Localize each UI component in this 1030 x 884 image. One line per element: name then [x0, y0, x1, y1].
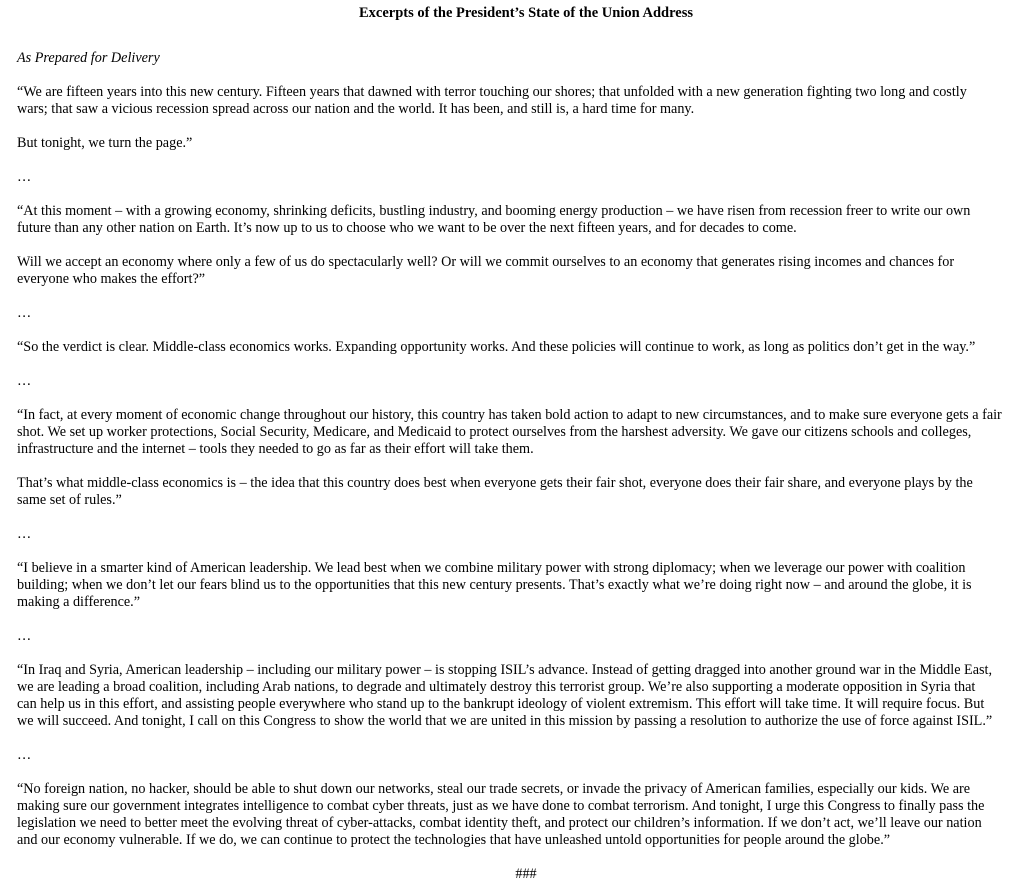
paragraph: [17, 339, 1020, 356]
paragraph-line: future than any other nation on Earth. It’s now up to us to choose who we want to be over the next fifteen years, and for decades to come.: [17, 220, 797, 236]
paragraph-line: “I believe in a smarter kind of American leadership. We lead best when we combine military power with strong diplomacy; when we leverage our power with coalition: [17, 560, 966, 576]
document-subtitle: As Prepared for Delivery: [17, 50, 160, 66]
ellipsis-separator: …: [17, 628, 32, 644]
paragraph: [17, 662, 1020, 730]
paragraph: [17, 781, 1020, 849]
paragraph-line: But tonight, we turn the page.”: [17, 135, 193, 151]
paragraph-line: “No foreign nation, no hacker, should be able to shut down our networks, steal our trade secrets, or invade the privacy of American families, especially our kids. We are: [17, 781, 971, 797]
paragraph-line: and our economy vulnerable. If we do, we can continue to protect the technologies that have unleashed untold opportunities for people around the globe.”: [17, 832, 891, 848]
paragraph-line: “In Iraq and Syria, American leadership – including our military power – is stopping ISIL’s advance. Instead of getting dragged into another ground war in the Middle East,: [17, 662, 993, 678]
paragraph-line: “So the verdict is clear. Middle-class economics works. Expanding opportunity works. And these policies will continue to work, as long as politics don’t get in the way.”: [17, 339, 976, 355]
paragraph: [17, 475, 1020, 509]
document-body: [17, 84, 1020, 849]
end-mark: ###: [515, 866, 537, 882]
paragraph-line: can help us in this effort, and assisting people everywhere who stand up to the bankrupt ideology of violent extremism. This effort will take time. It will require focus. But: [17, 696, 985, 712]
paragraph-line: same set of rules.”: [17, 492, 122, 508]
paragraph: [17, 203, 1020, 237]
paragraph-line: “At this moment – with a growing economy, shrinking deficits, bustling industry, and booming energy production – we have risen from recession freer to write our own: [17, 203, 971, 219]
ellipsis-separator: …: [17, 526, 32, 542]
paragraph-line: making sure our government integrates intelligence to combat cyber threats, just as we have done to combat terrorism. And tonight, I urge this Congress to finally pass the: [17, 798, 985, 814]
ellipsis-separator: …: [17, 305, 32, 321]
paragraph-line: legislation we need to better meet the evolving threat of cyber-attacks, combat identity theft, and protect our children’s information. If we don’t act, we’ll leave our nation: [17, 815, 982, 831]
paragraph-line: we are leading a broad coalition, including Arab nations, to degrade and ultimately destroy this terrorist group. We’re also supporting a moderate opposition in Syria that: [17, 679, 976, 695]
paragraph: [17, 407, 1020, 458]
paragraph: [17, 560, 1020, 611]
paragraph: [17, 84, 1020, 118]
paragraph-line: we will succeed. And tonight, I call on this Congress to show the world that we are united in this mission by passing a resolution to authorize the use of force against ISIL.”: [17, 713, 993, 729]
ellipsis-separator: …: [17, 373, 32, 389]
ellipsis-separator: …: [17, 747, 32, 763]
paragraph-line: “In fact, at every moment of economic change throughout our history, this country has taken bold action to adapt to new circumstances, and to make sure everyone gets a fair: [17, 407, 1002, 423]
paragraph-line: That’s what middle-class economics is – the idea that this country does best when everyone gets their fair shot, everyone does their fair share, and everyone plays by the: [17, 475, 973, 491]
paragraph-line: everyone who makes the effort?”: [17, 271, 206, 287]
paragraph-line: Will we accept an economy where only a few of us do spectacularly well? Or will we commit ourselves to an economy that generates rising incomes and chances for: [17, 254, 955, 270]
paragraph-line: “We are fifteen years into this new century. Fifteen years that dawned with terror touching our shores; that unfolded with a new generation fighting two long and costly: [17, 84, 967, 100]
paragraph-line: infrastructure and the internet – tools they needed to go as far as their effort will take them.: [17, 441, 534, 457]
paragraph: [17, 135, 1020, 152]
paragraph-line: making a difference.”: [17, 594, 141, 610]
document-title: Excerpts of the President’s State of the Union Address: [358, 5, 694, 21]
paragraph-line: wars; that saw a vicious recession spread across our nation and the world. It has been, and still is, a hard time for many.: [17, 101, 695, 117]
paragraph-line: shot. We set up worker protections, Social Security, Medicare, and Medicaid to protect ourselves from the harshest adversity. We gave our citizens schools and colleges,: [17, 424, 972, 440]
paragraph-line: building; when we don’t let our fears blind us to the opportunities that this new century presents. That’s exactly what we’re doing right now – and around the globe, it is: [17, 577, 972, 593]
ellipsis-separator: …: [17, 169, 32, 185]
paragraph: [17, 254, 1020, 288]
